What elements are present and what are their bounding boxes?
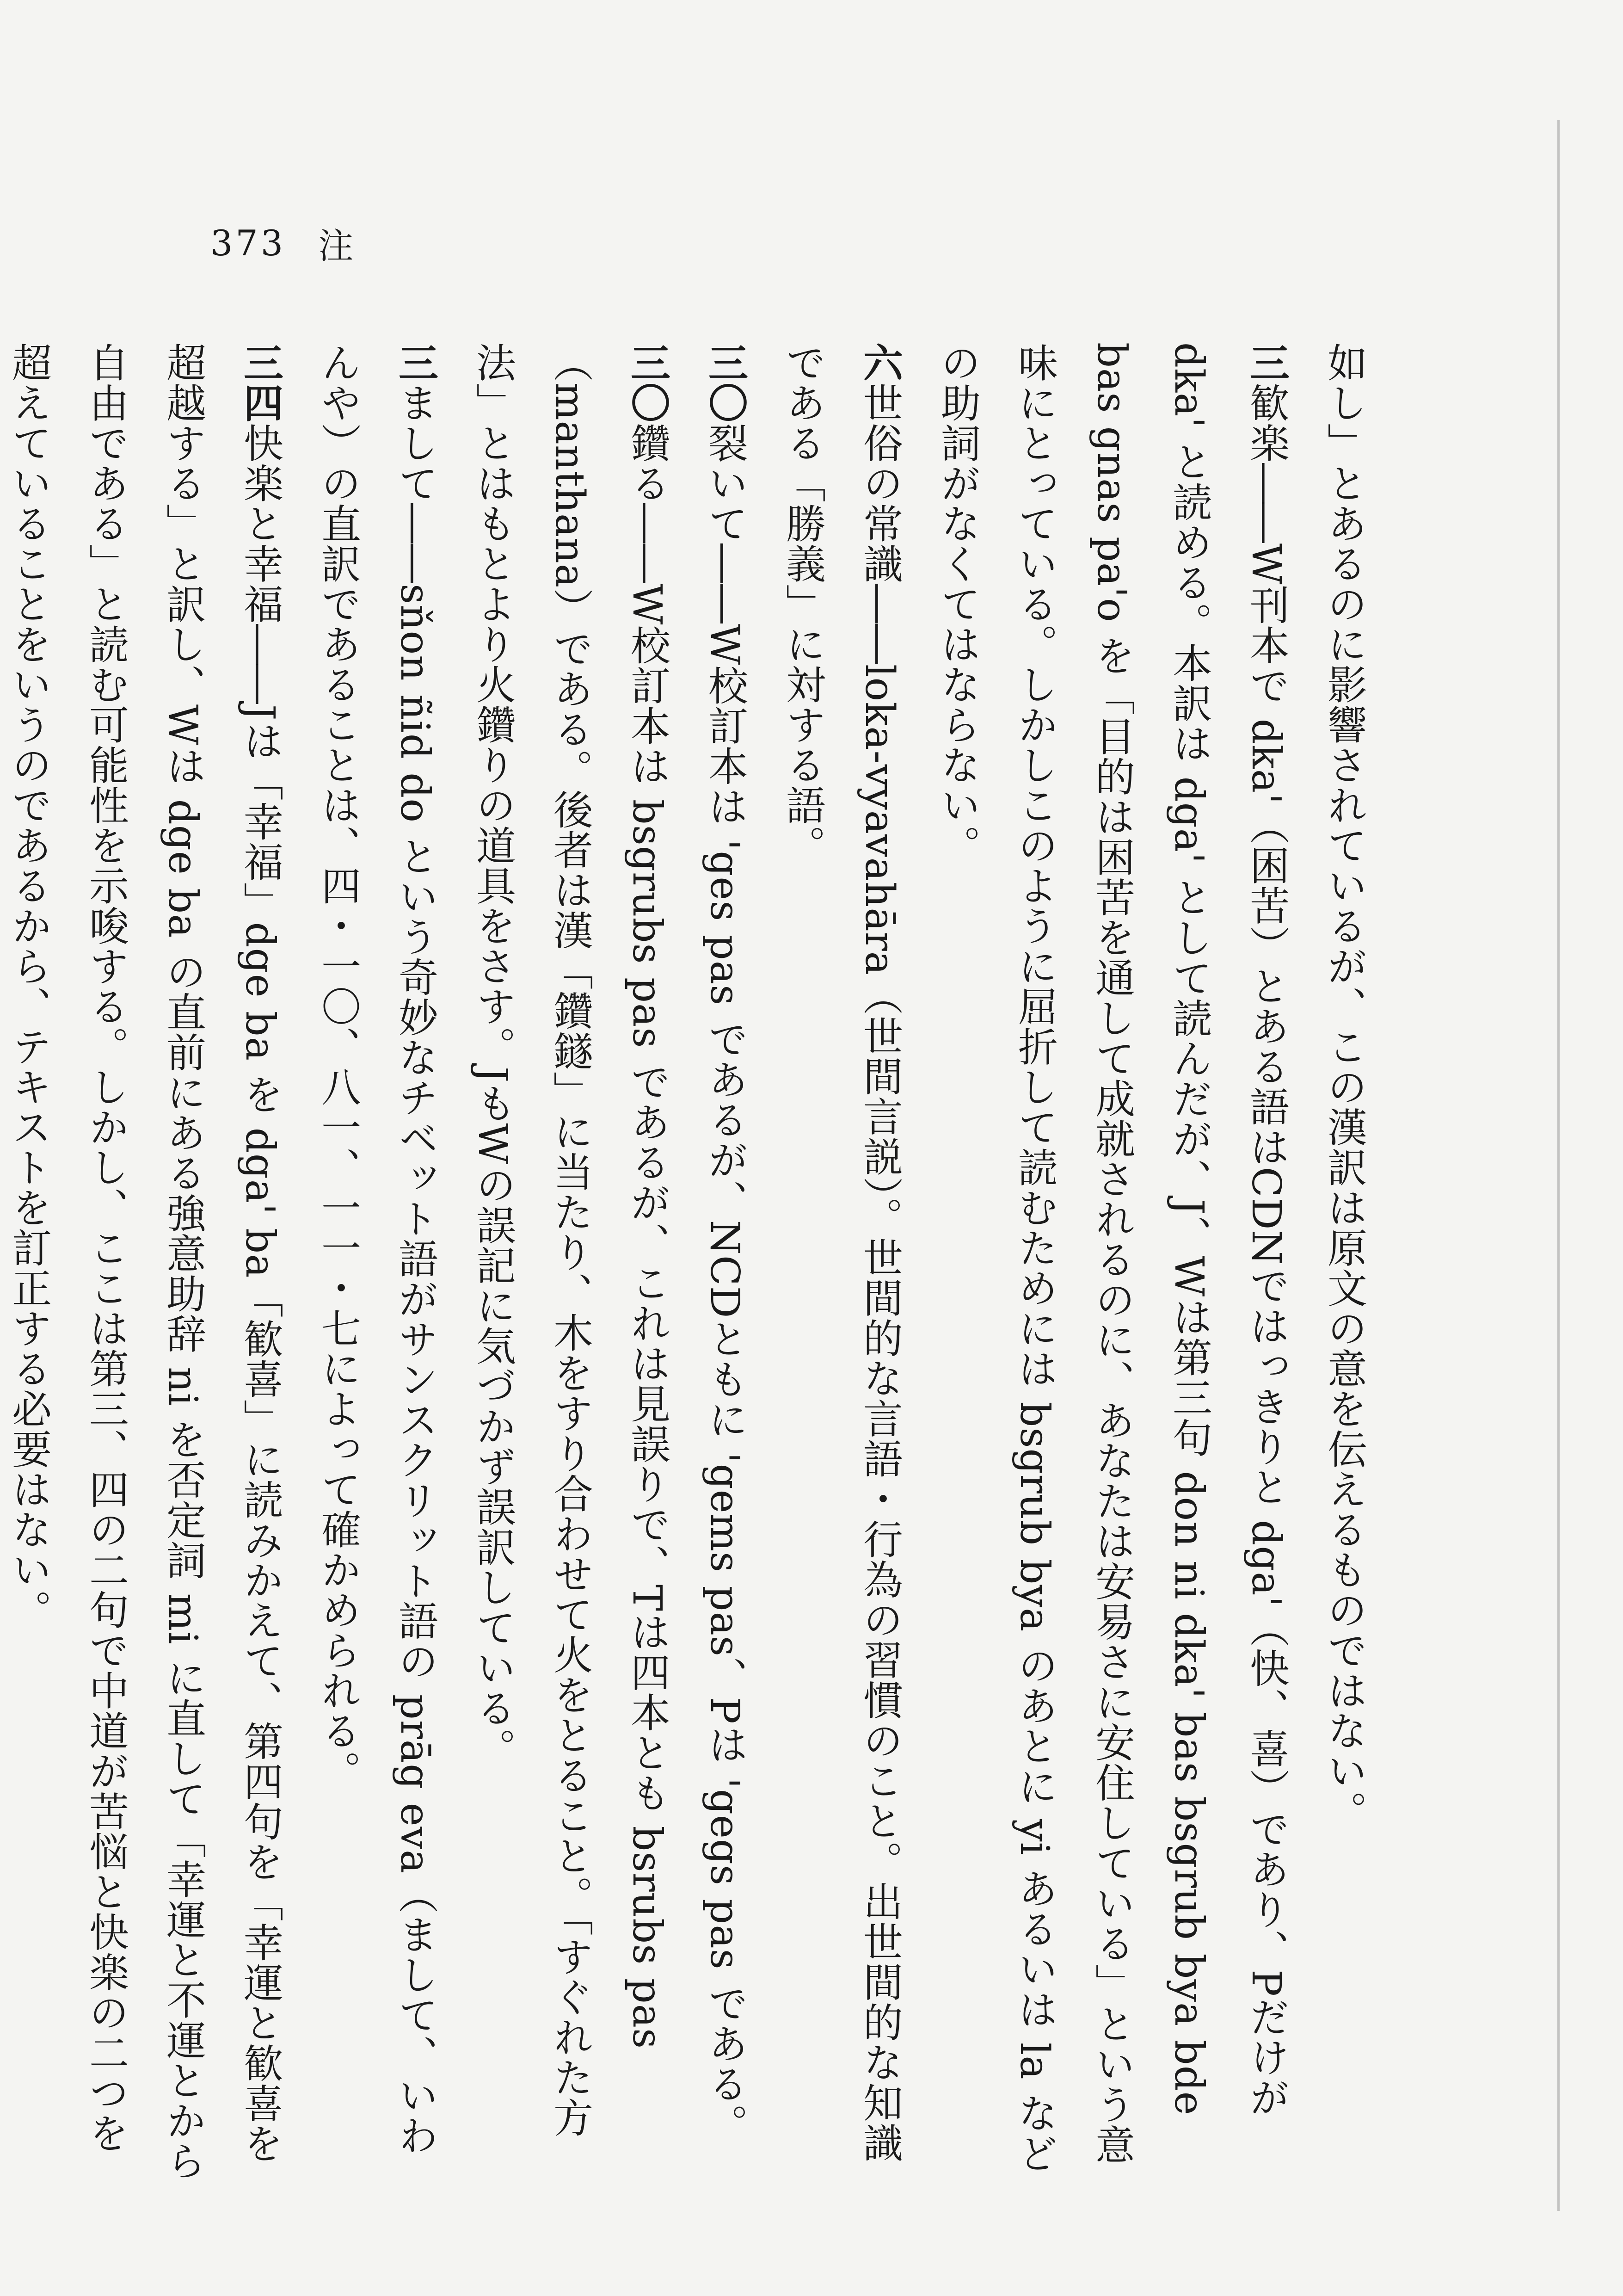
note-item (299, 342, 454, 2188)
note-item (686, 342, 763, 2188)
note-number: 三 (1243, 342, 1290, 383)
note-text: 世俗の常識――loka-vyavahāra（世間言説）。世間的な言語・行為の習慣のこと。出世間的な知識である「勝義」に対する語。 (779, 342, 903, 2163)
note-number: 三〇 (624, 342, 670, 423)
note-text: まして――sňon ñid do という奇妙なチベット語がサンスクリット語の prāg eva（まして、いわんや）の直訳であることは、四・一〇、八一、一一・七によって確かめられる。 (314, 342, 438, 2156)
note-item (0, 342, 299, 2188)
note-number: 六 (856, 342, 903, 383)
note-text: 歓楽――W刊本で dka'（困苦）とある語はCDNではっきりと dga'（快、喜）であり、Pだけが dka' と読める。本訳は dga' として読んだが、J、Wは第三句 don ni dka' bas bsgrub bya bde bas gnas pa'o を「目的は困苦を通して成就されるのに、あなたは安易さに安住している」という意味にとっている。しかしこのように屈折して読むためには bsgrub bya のあとに yi あるいは la などの助詞がなくてはならない。 (934, 342, 1289, 2173)
note-item (763, 342, 918, 2188)
page-title: 注 (318, 225, 357, 266)
note-continuation (1305, 342, 1383, 2188)
note-text: 如し」とあるのに影響されているが、この漢訳は原文の意を伝えるものではない。 (1321, 342, 1367, 1831)
note-number: 三〇 (701, 342, 748, 423)
note-item (454, 342, 686, 2188)
note-text: 裂いて――W校訂本は 'ges pas であるが、NCDともに 'gems pas、Pは 'gegs pas である。 (701, 423, 748, 2144)
page-edge-rule (1557, 120, 1560, 2211)
page-header (210, 217, 356, 268)
page-number: 373 (210, 222, 286, 264)
note-text: 快楽と幸福――Jは「幸福」dge ba を dga' ba「歓喜」に読みかえて、第四句を「幸運と歓喜を超越する」と訳し、Wは dge ba の直前にある強意助辞 ni を否定詞 mi に直して「幸運と不運とから自由である」と読む可能性を示唆する。しかし、ここは第三、四の二句で中道が苦悩と快楽の二つを超えていることをいうのであるから、テキストを訂正する必要はない。 (5, 342, 283, 2181)
note-text: 鑽る――W校訂本は bsgrubs pas であるが、これは見誤りで、Tは四本とも bsrubs pas（manthana）である。後者は漢「鑽鐩」に当たり、木をすり合わせて火をとること。「すぐれた方法」とはもとより火鑽りの道具をさす。JもWの誤記に気づかず誤訳している。 (469, 342, 670, 2138)
notes-body (5, 342, 1383, 2188)
note-number: 三 (392, 342, 438, 383)
note-item (918, 342, 1305, 2188)
note-number: 三四 (237, 342, 283, 423)
